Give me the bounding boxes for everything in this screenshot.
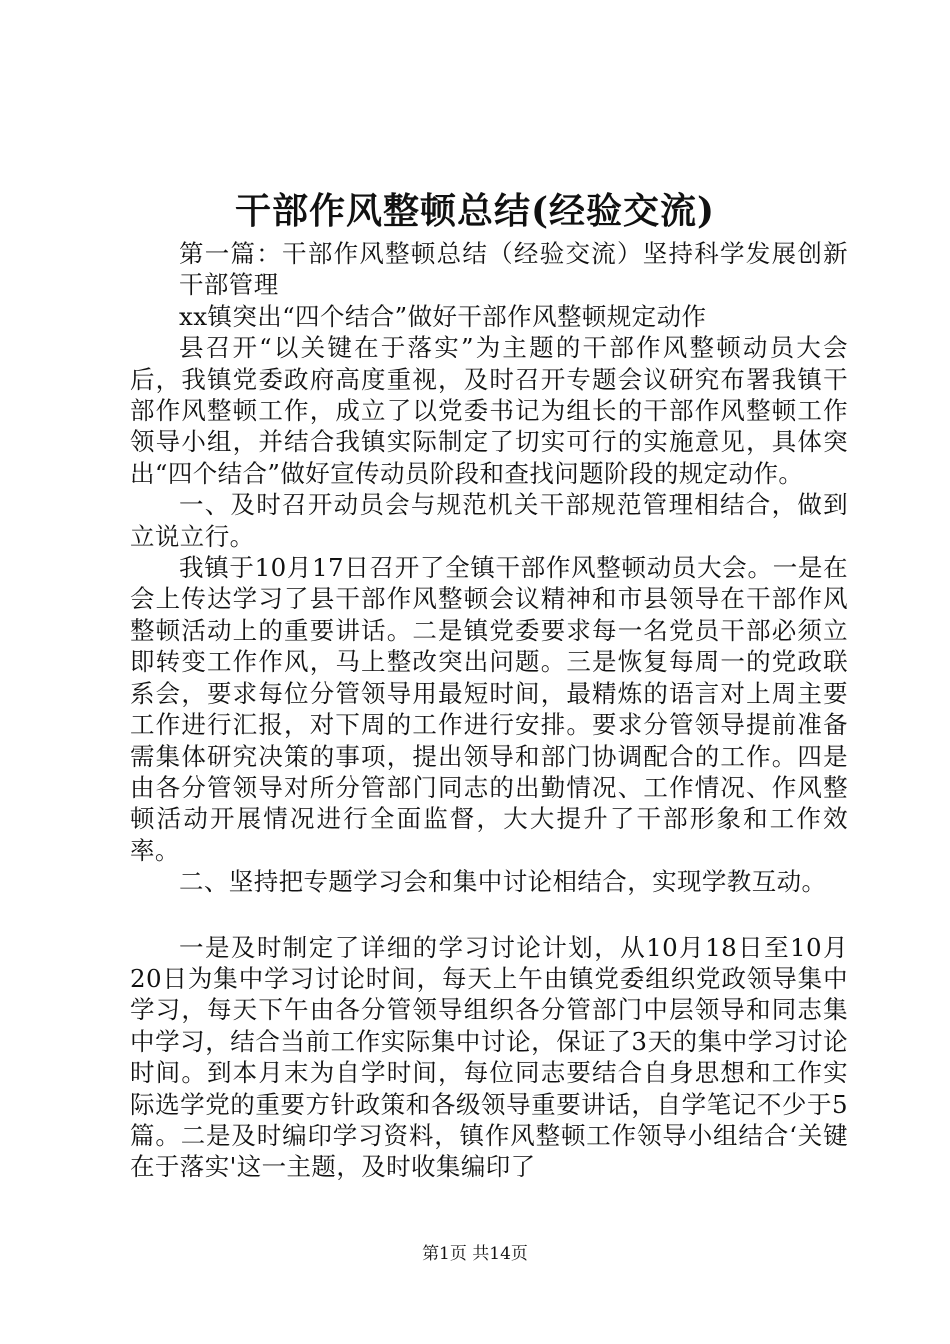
paragraph: 二、坚持把专题学习会和集中讨论相结合，实现学教互动。 <box>179 867 827 897</box>
paragraph: 我镇于10月17日召开了全镇干部作风整顿动员大会。一是在会上传达学习了县干部作风整顿会议精神和市县领导在干部作风整顿活动上的重要讲话。二是镇党委要求每一名党员干部必须立即转变工作作风，马上整改突出问题。三是恢复每周一的党政联系会，要求每位分管领导用最短时间，最精炼的语言对上周主要工作进行汇报，对下周的工作进行安排。要求分管领导提前准备需集体研究决策的事项，提出领导和部门协调配合的工作。四是由各分管领导对所分管部门同志的出勤情况、工作情况、作风整顿活动开展情况进行全面监督，大大提升了干部形象和工作效率。 <box>130 553 848 865</box>
paragraph: 一是及时制定了详细的学习讨论计划，从10月18日至10月20日为集中学习讨论时间，每天上午由镇党委组织党政领导集中学习，每天下午由各分管领导组织各分管部门中层领导和同志集中学习，结合当前工作实际集中讨论，保证了3天的集中学习讨论时间。到本月末为自学时间，每位同志要结合自身思想和工作实际选学党的重要方针政策和各级领导重要讲话，自学笔记不少于5篇。二是及时编印学习资料，镇作风整顿工作领导小组结合‘关键在于落实'这一主题，及时收集编印了 <box>130 932 848 1182</box>
paragraph: 县召开“以关键在于落实”为主题的干部作风整顿动员大会后，我镇党委政府高度重视，及时召开专题会议研究布署我镇干部作风整顿工作，成立了以党委书记为组长的干部作风整顿工作领导小组，并结合我镇实际制定了切实可行的实施意见，具体突出“四个结合”做好宣传动员阶段和查找问题阶段的规定动作。 <box>130 333 848 488</box>
section-heading: 第一篇：干部作风整顿总结（经验交流）坚持科学发展创新干部管理 <box>179 239 848 300</box>
subheading: xx镇突出“四个结合”做好干部作风整顿规定动作 <box>179 301 707 331</box>
page-footer: 第1页 共14页 <box>422 1244 528 1264</box>
document-body <box>130 238 848 1183</box>
document-title: 干部作风整顿总结(经验交流) <box>234 190 716 232</box>
paragraph: 一、及时召开动员会与规范机关干部规范管理相结合，做到立说立行。 <box>130 490 848 551</box>
